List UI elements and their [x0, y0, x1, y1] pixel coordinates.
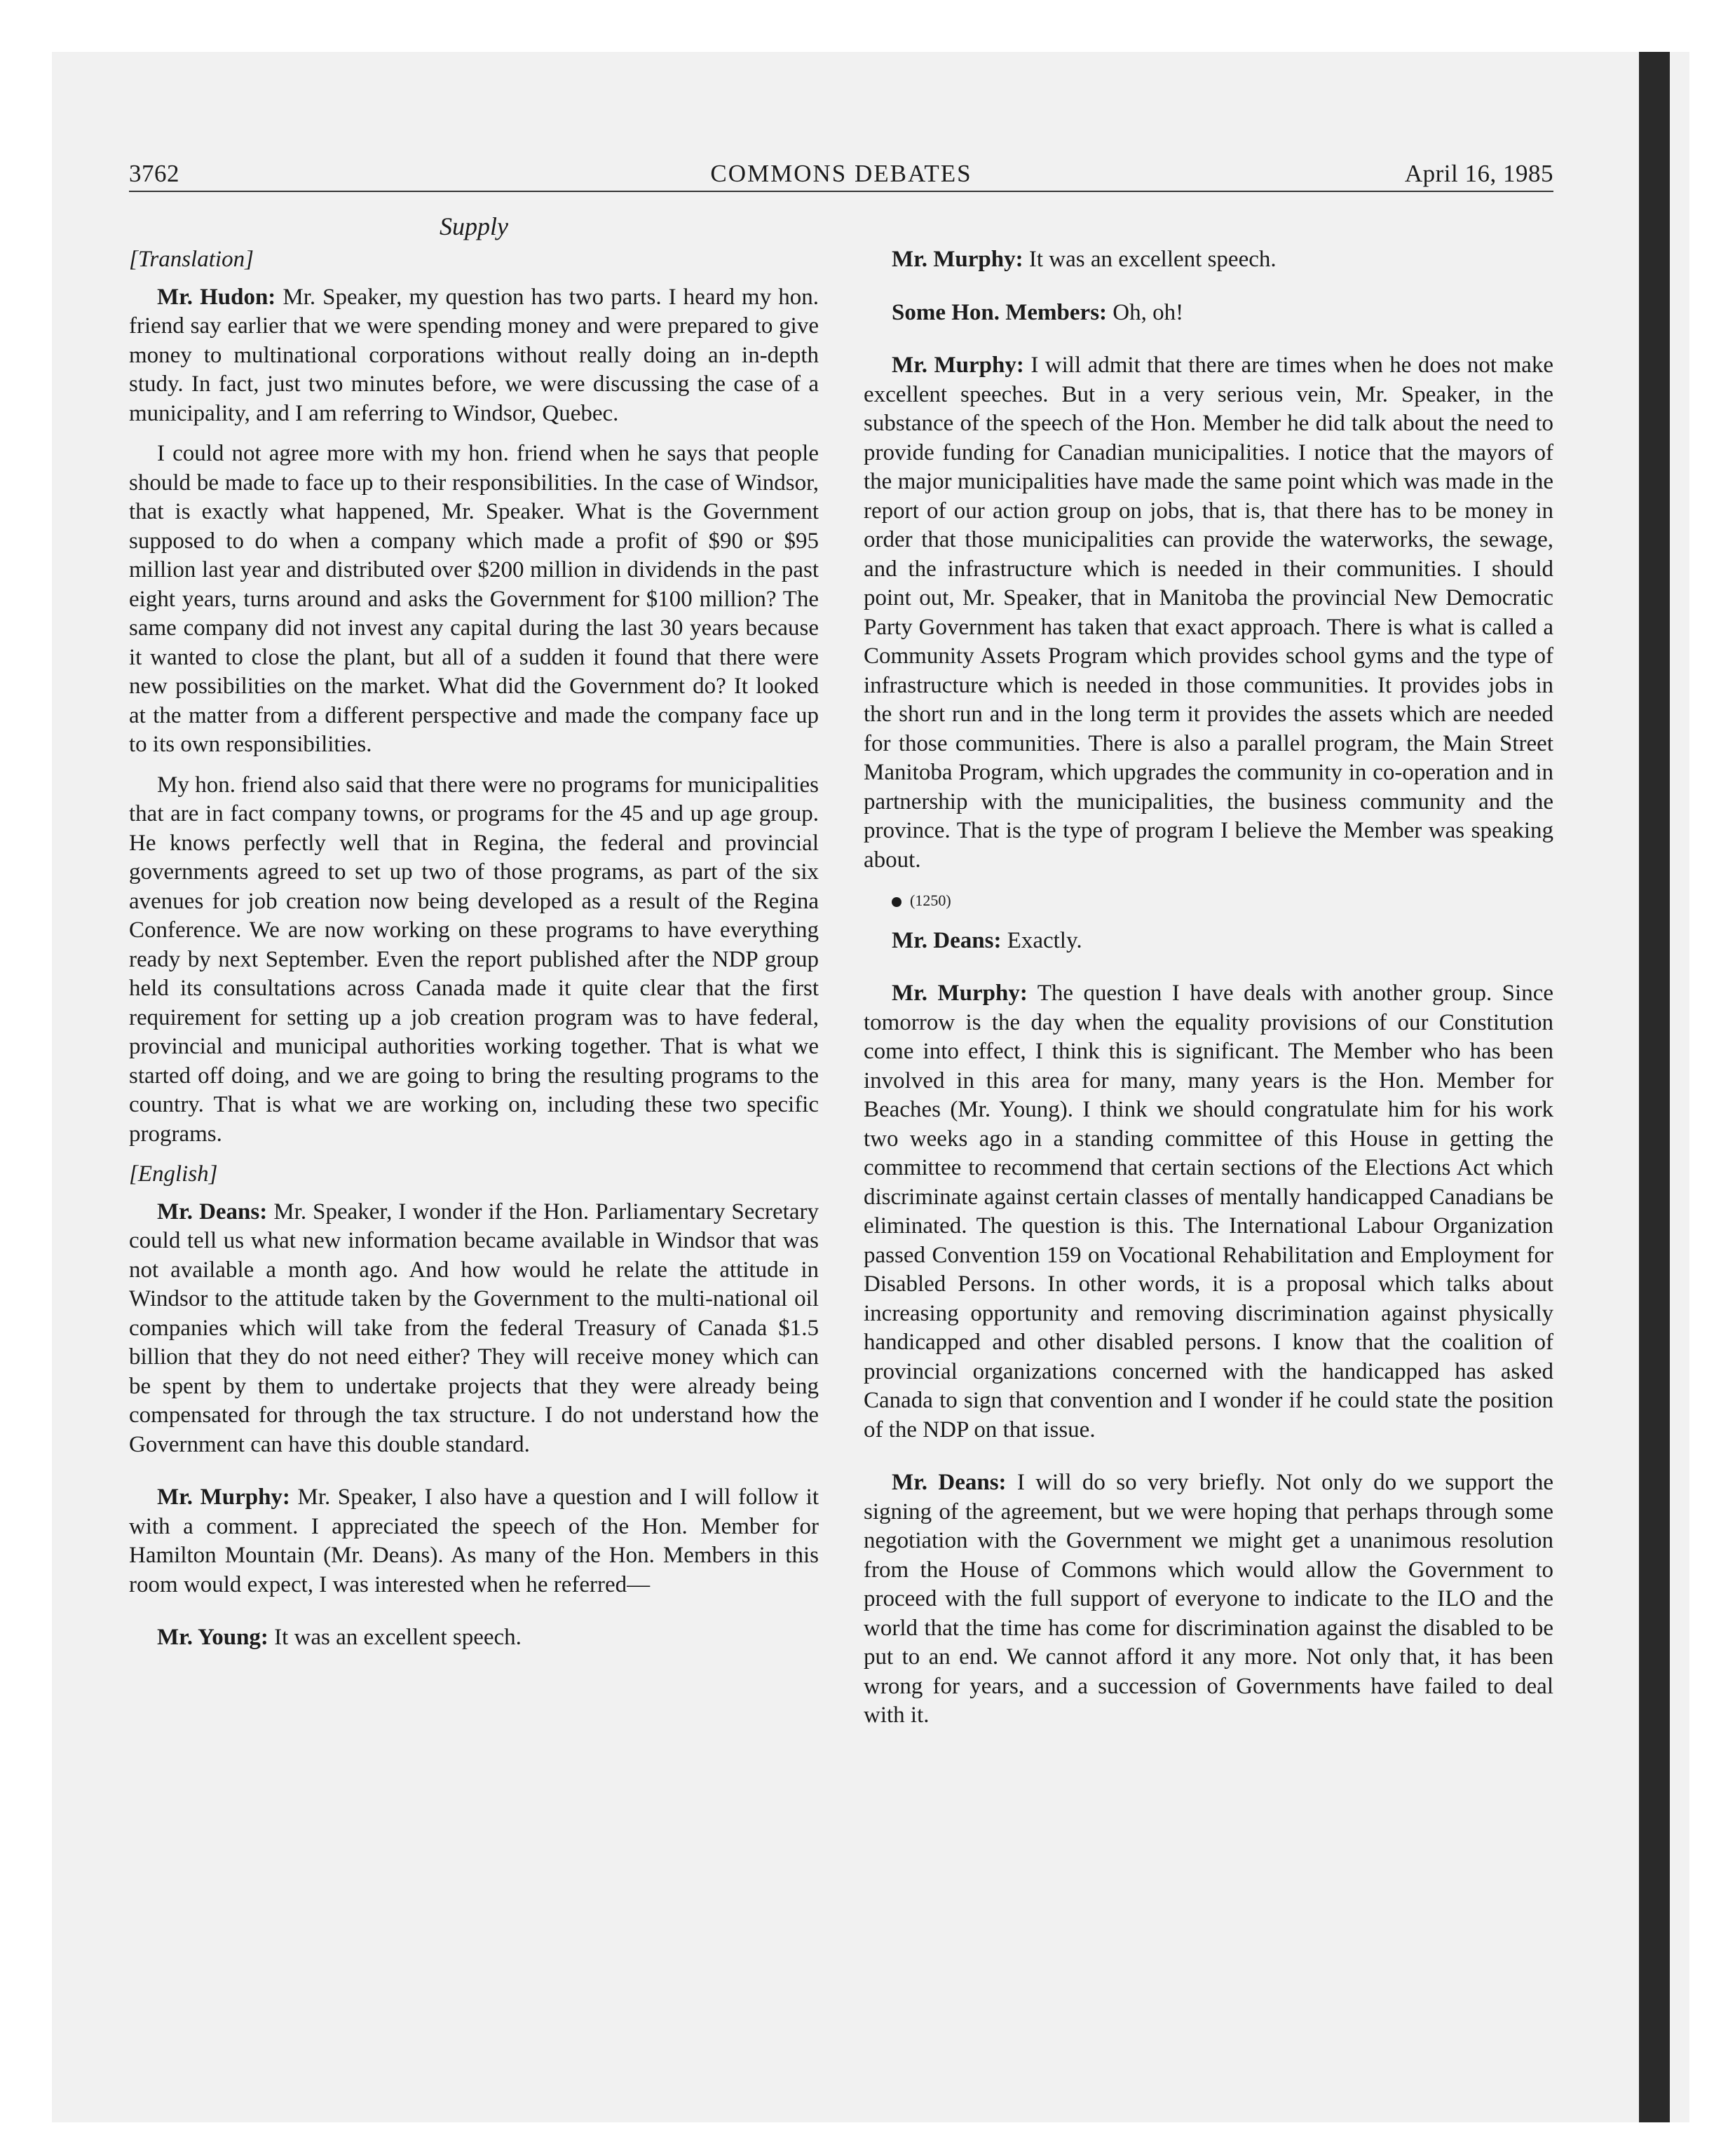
speech-paragraph	[864, 299, 1553, 328]
speaker-name: Some Hon. Members:	[892, 299, 1108, 325]
speaker-name: Mr. Deans:	[157, 1199, 268, 1224]
scan-edge-bar	[1639, 52, 1670, 2122]
speech-text: It was an excellent speech.	[268, 1625, 522, 1650]
speech-paragraph	[129, 283, 819, 429]
translation-marker: [Translation]	[129, 247, 254, 272]
timestamp-marker	[864, 886, 1553, 915]
speech-paragraph	[864, 1468, 1553, 1731]
speaker-name: Mr. Young:	[157, 1625, 268, 1650]
speaker-name: Mr. Murphy:	[157, 1485, 290, 1510]
page-number: 3762	[129, 160, 179, 187]
speech-paragraph	[864, 927, 1553, 956]
speech-text: I will admit that there are times when he does not make excellent speeches. But in a very serious vein, Mr. Speaker, in the substance of the speech of the Hon. Member he did talk about the need to provide funding for Canadian municipalities. I notice that the mayors of the major municipalities have made the same point which was made in the report of our action group on jobs, that is, that there has to be money in order that those municipalities can provide the waterworks, the sewage, and the infrastructure which is needed in their communities. I should point out, Mr. Speaker, that in Manitoba the provincial New Democratic Party Government has taken that exact approach. There is what is called a Community Assets Program which provides school gyms and the type of infrastructure which is needed in those communities. It provides jobs in the short run and in the long term it provides the assets which are needed for those communities. There is also a parallel program, the Main Street Manitoba Program, which upgrades the community in co-operation and in partnership with the municipalities, the business community and the province. That is the type of program I believe the Member was speaking about.	[864, 353, 1554, 873]
speech-text: Mr. Speaker, I also have a question and I will follow it with a comment. I appreciated the speech of the Hon. Member for Hamilton Mountain (Mr. Deans). As many of the Hon. Members in this room would expect, I was interested when he referred—	[129, 1485, 819, 1597]
speech-paragraph	[864, 245, 1553, 275]
publication-title: COMMONS DEBATES	[710, 160, 972, 187]
right-column	[864, 245, 1553, 1742]
running-head	[129, 160, 1553, 192]
speech-paragraph	[864, 979, 1553, 1445]
bullet-icon	[892, 897, 901, 907]
section-title: Supply	[440, 212, 508, 240]
speech-text: Mr. Speaker, I wonder if the Hon. Parliamentary Secretary could tell us what new information became available in Windsor that was not available a month ago. And how would he relate the attitude in Windsor to the attitude taken by the Government to the multi-national oil companies which will take from the federal Treasury of Canada $1.5 billion that they do not need either? They will receive money which can be spent by them to undertake projects that they were already being compensated for through the tax structure. I do not understand how the Government can have this double standard.	[129, 1199, 819, 1457]
timestamp-text: (1250)	[910, 892, 951, 909]
publication-date: April 16, 1985	[1404, 160, 1553, 187]
speaker-name: Mr. Murphy:	[892, 353, 1024, 378]
speech-text: Oh, oh!	[1107, 299, 1184, 325]
speaker-name: Mr. Deans:	[892, 927, 1002, 953]
speech-text: Exactly.	[1001, 927, 1082, 953]
speaker-name: Mr. Murphy:	[892, 981, 1028, 1006]
speech-paragraph	[864, 351, 1553, 875]
speech-text: It was an excellent speech.	[1023, 247, 1277, 272]
speech-text: The question I have deals with another group. Since tomorrow is the day when the equality provisions of our Constitution come into effect, I think this is significant. The Member who has been involved in this area for many, many years is the Hon. Member for Beaches (Mr. Young). I think we should congratulate him for his work two weeks ago in a standing committee of this House in getting the committee to recommend that certain sections of the Elections Act which discriminate against certain classes of mentally handicapped Canadians be eliminated. The question is this. The International Labour Organization passed Convention 159 on Vocational Rehabilitation and Employment for Disabled Persons. In other words, it is a proposal which talks about increasing opportunity and removing discrimination against physically handicapped and other disabled persons. I know that the coalition of provincial organizations concerned with the handicapped has asked Canada to sign that convention and I wonder if he could state the position of the NDP on that issue.	[864, 981, 1553, 1442]
speech-paragraph	[129, 1483, 819, 1599]
speech-text: I will do so very briefly. Not only do we support the signing of the agreement, but we were hoping that perhaps through some negotiation with the Government we might get a unanimous resolution from the House of Commons which would allow the Government to proceed with the full support of everyone to indicate to the ILO and the world that the time has come for discrimination against the disabled to be put to an end. We cannot afford it any more. Not only that, it has been wrong for years, and a succession of Governments have failed to deal with it.	[864, 1470, 1553, 1728]
speaker-name: Mr. Murphy:	[892, 247, 1023, 272]
speech-paragraph: I could not agree more with my hon. friend when he says that people should be made to face up to their responsibilities. In the case of Windsor, that is exactly what happened, Mr. Speaker. What is the Government supposed to do when a company which made a profit of $90 or $95 million last year and distributed over $200 million in dividends in the past eight years, turns around and asks the Government for $100 million? The same company did not invest any capital during the last 30 years because it wanted to close the plant, but all of a sudden it found that there were new possibilities on the market. What did the Government do? It looked at the matter from a different perspective and made the company face up to its own responsibilities.	[129, 441, 819, 757]
left-column	[129, 245, 819, 1664]
english-marker: [English]	[129, 1161, 218, 1187]
speech-paragraph	[129, 1623, 819, 1653]
speaker-name: Mr. Hudon:	[157, 284, 276, 310]
speaker-name: Mr. Deans:	[892, 1470, 1007, 1495]
speech-paragraph	[129, 1198, 819, 1460]
header-rule	[129, 191, 1553, 192]
speech-paragraph: My hon. friend also said that there were no programs for municipalities that are in fact company towns, or programs for the 45 and up age group. He knows perfectly well that in Regina, the federal and provincial governments agreed to set up two of those programs, as part of the six avenues for job creation now being developed as a result of the Regina Conference. We are now working on these programs to have everything ready by next September. Even the report published after the NDP group held its consultations across Canada made it quite clear that the first requirement for setting up a job creation program was to have federal, provincial and municipal authorities working together. That is what we started off doing, and we are going to bring the resulting programs to the country. That is what we are working on, including these two specific programs.	[129, 772, 819, 1147]
speech-text: Mr. Speaker, my question has two parts. I heard my hon. friend say earlier that we were spending money and were prepared to give money to multinational corporations without really doing an in-depth study. In fact, just two minutes before, we were discussing the case of a municipality, and I am referring to Windsor, Quebec.	[129, 284, 819, 426]
